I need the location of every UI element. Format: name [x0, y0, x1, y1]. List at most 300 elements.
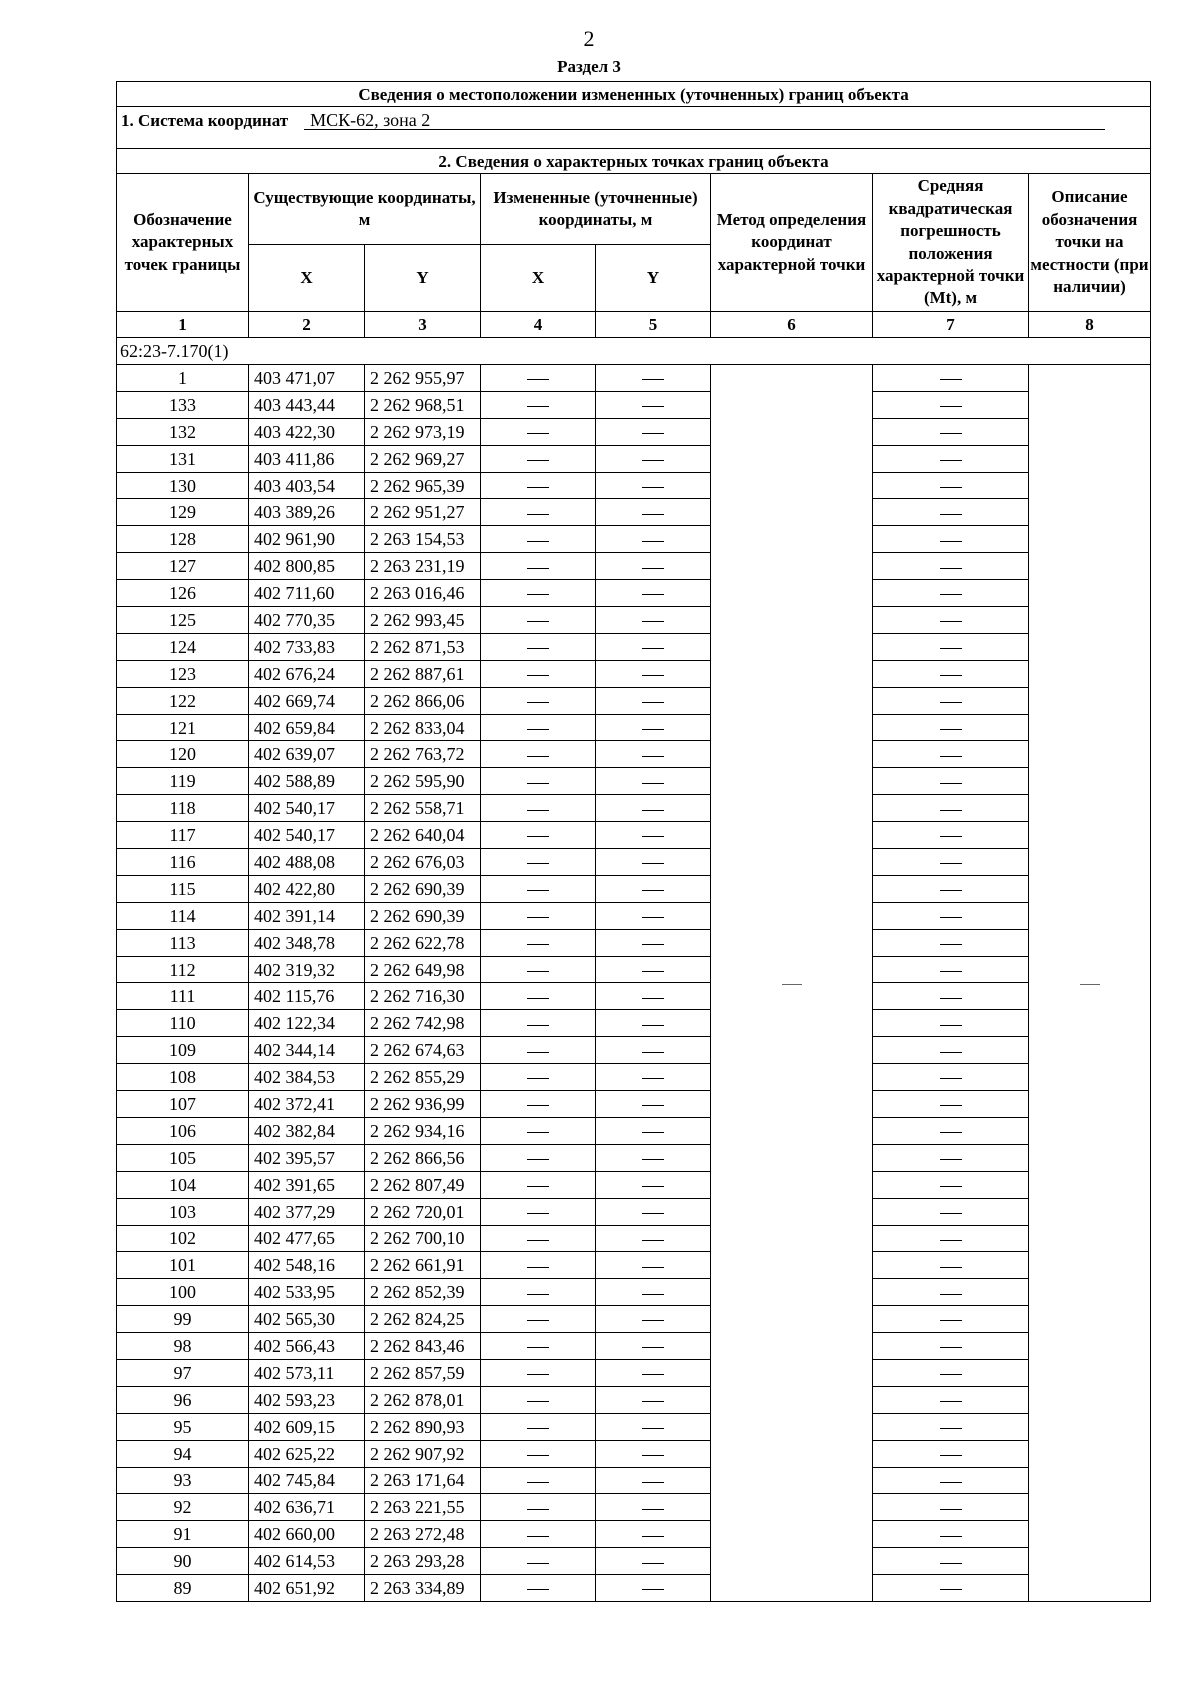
- mean-square-error: [873, 1494, 1029, 1521]
- table-title: Сведения о местоположении измененных (уточненных) границ объекта: [117, 82, 1151, 107]
- existing-x: 402 745,84: [249, 1467, 365, 1494]
- dash-mark: [642, 460, 664, 461]
- dash-mark: [642, 756, 664, 757]
- mean-square-error: [873, 633, 1029, 660]
- existing-x: 403 471,07: [249, 365, 365, 392]
- table-row: [117, 929, 1151, 956]
- method-merged-cell: [711, 365, 873, 1602]
- changed-x: [481, 1010, 596, 1037]
- table-row: [117, 526, 1151, 553]
- table-row: [117, 687, 1151, 714]
- existing-x: 402 669,74: [249, 687, 365, 714]
- column-number: 3: [365, 312, 481, 338]
- changed-y: [596, 1548, 711, 1575]
- dash-mark: [642, 783, 664, 784]
- dash-mark: [940, 1078, 962, 1079]
- dash-mark: [940, 1213, 962, 1214]
- existing-x: 402 348,78: [249, 929, 365, 956]
- mean-square-error: [873, 1091, 1029, 1118]
- existing-x: 402 770,35: [249, 607, 365, 634]
- changed-y: [596, 391, 711, 418]
- point-number: 95: [117, 1413, 249, 1440]
- table-row: [117, 553, 1151, 580]
- mean-square-error: [873, 499, 1029, 526]
- mean-square-error: [873, 1198, 1029, 1225]
- dash-mark: [940, 594, 962, 595]
- changed-y: [596, 445, 711, 472]
- dash-mark: [527, 568, 549, 569]
- point-number: 102: [117, 1225, 249, 1252]
- dash-mark: [527, 998, 549, 999]
- dash-mark: [940, 836, 962, 837]
- dash-mark: [940, 675, 962, 676]
- column-number: 7: [873, 312, 1029, 338]
- point-number: 90: [117, 1548, 249, 1575]
- point-number: 1: [117, 365, 249, 392]
- header-point-description: Описание обозначения точки на местности (при наличии): [1029, 174, 1151, 312]
- dash-mark: [642, 541, 664, 542]
- dash-mark: [940, 1401, 962, 1402]
- changed-y: [596, 956, 711, 983]
- dash-mark: [642, 1509, 664, 1510]
- column-number: 6: [711, 312, 873, 338]
- changed-x: [481, 526, 596, 553]
- table-row: [117, 1171, 1151, 1198]
- dash-mark: [527, 460, 549, 461]
- table-row: [117, 1064, 1151, 1091]
- column-number: 5: [596, 312, 711, 338]
- table-row: [117, 1010, 1151, 1037]
- changed-y: [596, 1440, 711, 1467]
- changed-x: [481, 1037, 596, 1064]
- changed-y: [596, 822, 711, 849]
- mean-square-error: [873, 902, 1029, 929]
- column-numbers-row: [117, 312, 1151, 338]
- table-row: [117, 902, 1151, 929]
- changed-x: [481, 768, 596, 795]
- existing-y: 2 262 558,71: [365, 795, 481, 822]
- existing-x: 402 115,76: [249, 983, 365, 1010]
- dash-mark: [940, 1105, 962, 1106]
- existing-y: 2 263 221,55: [365, 1494, 481, 1521]
- mean-square-error: [873, 1440, 1029, 1467]
- existing-x: 402 636,71: [249, 1494, 365, 1521]
- dash-mark: [527, 702, 549, 703]
- point-number: 99: [117, 1306, 249, 1333]
- existing-y: 2 262 690,39: [365, 902, 481, 929]
- dash-mark: [642, 1536, 664, 1537]
- existing-x: 402 377,29: [249, 1198, 365, 1225]
- dash-mark: [527, 1536, 549, 1537]
- mean-square-error: [873, 875, 1029, 902]
- changed-y: [596, 607, 711, 634]
- mean-square-error: [873, 526, 1029, 553]
- existing-x: 402 609,15: [249, 1413, 365, 1440]
- point-number: 117: [117, 822, 249, 849]
- point-number: 96: [117, 1386, 249, 1413]
- dash-mark: [527, 1428, 549, 1429]
- table-row: [117, 633, 1151, 660]
- dash-mark: [527, 1374, 549, 1375]
- dash-mark: [527, 1159, 549, 1160]
- dash-mark: [940, 998, 962, 999]
- mean-square-error: [873, 1413, 1029, 1440]
- table-row: [117, 1225, 1151, 1252]
- table-row: [117, 1198, 1151, 1225]
- mean-square-error: [873, 1064, 1029, 1091]
- existing-y: 2 262 763,72: [365, 741, 481, 768]
- changed-y: [596, 875, 711, 902]
- dash-mark: [782, 984, 802, 985]
- existing-y: 2 263 272,48: [365, 1521, 481, 1548]
- point-number: 105: [117, 1144, 249, 1171]
- mean-square-error: [873, 445, 1029, 472]
- mean-square-error: [873, 1171, 1029, 1198]
- existing-y: 2 263 293,28: [365, 1548, 481, 1575]
- dash-mark: [527, 1025, 549, 1026]
- point-number: 89: [117, 1575, 249, 1602]
- changed-x: [481, 580, 596, 607]
- point-number: 129: [117, 499, 249, 526]
- table-row: [117, 660, 1151, 687]
- existing-x: 402 540,17: [249, 822, 365, 849]
- changed-y: [596, 1359, 711, 1386]
- dash-mark: [642, 1213, 664, 1214]
- existing-y: 2 262 955,97: [365, 365, 481, 392]
- point-rows: [117, 365, 1151, 1602]
- dash-mark: [642, 1563, 664, 1564]
- dash-mark: [642, 1428, 664, 1429]
- table-row: [117, 418, 1151, 445]
- column-number: 8: [1029, 312, 1151, 338]
- changed-y: [596, 1494, 711, 1521]
- existing-x: 402 711,60: [249, 580, 365, 607]
- dash-mark: [527, 541, 549, 542]
- table-row: [117, 1521, 1151, 1548]
- changed-x: [481, 499, 596, 526]
- changed-y: [596, 1010, 711, 1037]
- existing-x: 402 961,90: [249, 526, 365, 553]
- point-number: 108: [117, 1064, 249, 1091]
- existing-x: 402 122,34: [249, 1010, 365, 1037]
- existing-y: 2 262 742,98: [365, 1010, 481, 1037]
- dash-mark: [940, 756, 962, 757]
- point-number: 94: [117, 1440, 249, 1467]
- dash-mark: [940, 1052, 962, 1053]
- table-row: [117, 1037, 1151, 1064]
- dash-mark: [940, 433, 962, 434]
- dash-mark: [527, 783, 549, 784]
- mean-square-error: [873, 795, 1029, 822]
- dash-mark: [940, 917, 962, 918]
- existing-x: 402 382,84: [249, 1117, 365, 1144]
- changed-x: [481, 1117, 596, 1144]
- changed-y: [596, 472, 711, 499]
- mean-square-error: [873, 580, 1029, 607]
- changed-y: [596, 741, 711, 768]
- changed-y: [596, 687, 711, 714]
- changed-x: [481, 1467, 596, 1494]
- existing-y: 2 262 968,51: [365, 391, 481, 418]
- changed-x: [481, 365, 596, 392]
- dash-mark: [940, 1428, 962, 1429]
- point-number: 127: [117, 553, 249, 580]
- changed-x: [481, 553, 596, 580]
- changed-x: [481, 418, 596, 445]
- dash-mark: [642, 406, 664, 407]
- changed-x: [481, 1333, 596, 1360]
- changed-y: [596, 714, 711, 741]
- mean-square-error: [873, 1117, 1029, 1144]
- point-number: 111: [117, 983, 249, 1010]
- table-row: [117, 365, 1151, 392]
- changed-y: [596, 1521, 711, 1548]
- dash-mark: [940, 541, 962, 542]
- table-row: [117, 1413, 1151, 1440]
- existing-x: 402 659,84: [249, 714, 365, 741]
- point-number: 122: [117, 687, 249, 714]
- dash-mark: [527, 890, 549, 891]
- changed-y: [596, 1091, 711, 1118]
- dash-mark: [642, 1186, 664, 1187]
- point-number: 131: [117, 445, 249, 472]
- dash-mark: [642, 1374, 664, 1375]
- dash-mark: [642, 1267, 664, 1268]
- dash-mark: [940, 1132, 962, 1133]
- changed-x: [481, 1091, 596, 1118]
- dash-mark: [940, 514, 962, 515]
- point-number: 106: [117, 1117, 249, 1144]
- dash-mark: [642, 810, 664, 811]
- point-number: 98: [117, 1333, 249, 1360]
- mean-square-error: [873, 956, 1029, 983]
- point-number: 103: [117, 1198, 249, 1225]
- dash-mark: [527, 406, 549, 407]
- changed-y: [596, 1413, 711, 1440]
- changed-x: [481, 1171, 596, 1198]
- table-row: [117, 1091, 1151, 1118]
- header-changed-x: X: [481, 245, 596, 312]
- changed-x: [481, 956, 596, 983]
- dash-mark: [940, 1589, 962, 1590]
- dash-mark: [642, 1320, 664, 1321]
- dash-mark: [940, 783, 962, 784]
- header-changed-y: Y: [596, 245, 711, 312]
- existing-y: 2 262 951,27: [365, 499, 481, 526]
- header-existing-y: Y: [365, 245, 481, 312]
- table-row: [117, 714, 1151, 741]
- dash-mark: [642, 1159, 664, 1160]
- changed-y: [596, 929, 711, 956]
- changed-x: [481, 687, 596, 714]
- changed-x: [481, 445, 596, 472]
- mean-square-error: [873, 1252, 1029, 1279]
- point-number: 109: [117, 1037, 249, 1064]
- existing-y: 2 262 890,93: [365, 1413, 481, 1440]
- header-existing-x: X: [249, 245, 365, 312]
- dash-mark: [527, 1267, 549, 1268]
- coord-system-row: [117, 107, 1151, 149]
- dash-mark: [527, 433, 549, 434]
- changed-y: [596, 526, 711, 553]
- dash-mark: [642, 568, 664, 569]
- existing-x: 402 566,43: [249, 1333, 365, 1360]
- existing-x: 402 800,85: [249, 553, 365, 580]
- column-number: 2: [249, 312, 365, 338]
- dash-mark: [940, 944, 962, 945]
- table-row: [117, 768, 1151, 795]
- table-row: [117, 795, 1151, 822]
- dash-mark: [642, 836, 664, 837]
- changed-x: [481, 822, 596, 849]
- existing-x: 402 533,95: [249, 1279, 365, 1306]
- table-row: [117, 499, 1151, 526]
- table-row: [117, 1359, 1151, 1386]
- changed-y: [596, 795, 711, 822]
- table-row: [117, 445, 1151, 472]
- existing-x: 402 639,07: [249, 741, 365, 768]
- changed-x: [481, 1064, 596, 1091]
- mean-square-error: [873, 741, 1029, 768]
- existing-y: 2 262 674,63: [365, 1037, 481, 1064]
- existing-x: 402 344,14: [249, 1037, 365, 1064]
- changed-x: [481, 1548, 596, 1575]
- dash-mark: [940, 810, 962, 811]
- mean-square-error: [873, 822, 1029, 849]
- existing-y: 2 262 969,27: [365, 445, 481, 472]
- changed-x: [481, 983, 596, 1010]
- point-number: 104: [117, 1171, 249, 1198]
- dash-mark: [940, 648, 962, 649]
- dash-mark: [940, 1186, 962, 1187]
- table-row: [117, 1575, 1151, 1602]
- dash-mark: [642, 621, 664, 622]
- point-number: 93: [117, 1467, 249, 1494]
- dash-mark: [527, 487, 549, 488]
- dash-mark: [940, 1267, 962, 1268]
- header-method: Метод определения координат характерной точки: [711, 174, 873, 312]
- existing-x: 402 372,41: [249, 1091, 365, 1118]
- existing-y: 2 262 871,53: [365, 633, 481, 660]
- changed-y: [596, 1198, 711, 1225]
- existing-y: 2 262 720,01: [365, 1198, 481, 1225]
- dash-mark: [527, 971, 549, 972]
- table-row: [117, 983, 1151, 1010]
- section-title: Раздел 3: [557, 57, 621, 76]
- changed-x: [481, 849, 596, 876]
- mean-square-error: [873, 1225, 1029, 1252]
- mean-square-error: [873, 1521, 1029, 1548]
- mean-square-error: [873, 1359, 1029, 1386]
- changed-x: [481, 1413, 596, 1440]
- dash-mark: [642, 971, 664, 972]
- changed-x: [481, 391, 596, 418]
- dash-mark: [527, 379, 549, 380]
- existing-y: 2 263 016,46: [365, 580, 481, 607]
- changed-y: [596, 365, 711, 392]
- existing-x: 402 422,80: [249, 875, 365, 902]
- existing-y: 2 262 907,92: [365, 1440, 481, 1467]
- point-number: 100: [117, 1279, 249, 1306]
- table-row: [117, 1252, 1151, 1279]
- changed-y: [596, 1064, 711, 1091]
- table-row: [117, 741, 1151, 768]
- existing-y: 2 262 857,59: [365, 1359, 481, 1386]
- existing-x: 402 651,92: [249, 1575, 365, 1602]
- dash-mark: [642, 1105, 664, 1106]
- existing-y: 2 263 334,89: [365, 1575, 481, 1602]
- dash-mark: [527, 836, 549, 837]
- changed-x: [481, 607, 596, 634]
- dash-mark: [527, 594, 549, 595]
- table-row: [117, 607, 1151, 634]
- dash-mark: [527, 1347, 549, 1348]
- existing-x: 402 319,32: [249, 956, 365, 983]
- dash-mark: [527, 1240, 549, 1241]
- dash-mark: [940, 1294, 962, 1295]
- mean-square-error: [873, 1386, 1029, 1413]
- changed-y: [596, 1306, 711, 1333]
- dash-mark: [642, 675, 664, 676]
- dash-mark: [527, 1563, 549, 1564]
- existing-x: 402 391,14: [249, 902, 365, 929]
- point-number: 124: [117, 633, 249, 660]
- point-number: 91: [117, 1521, 249, 1548]
- changed-y: [596, 768, 711, 795]
- existing-y: 2 262 855,29: [365, 1064, 481, 1091]
- point-number: 130: [117, 472, 249, 499]
- header-changed-coords: Измененные (уточненные) координаты, м: [481, 174, 711, 245]
- existing-x: 402 548,16: [249, 1252, 365, 1279]
- point-number: 114: [117, 902, 249, 929]
- existing-y: 2 262 973,19: [365, 418, 481, 445]
- dash-mark: [642, 1078, 664, 1079]
- table-row: [117, 1306, 1151, 1333]
- table-row: [117, 1386, 1151, 1413]
- changed-y: [596, 1386, 711, 1413]
- point-number: 118: [117, 795, 249, 822]
- dash-mark: [940, 729, 962, 730]
- dash-mark: [940, 1536, 962, 1537]
- point-number: 113: [117, 929, 249, 956]
- existing-y: 2 262 866,56: [365, 1144, 481, 1171]
- changed-x: [481, 1440, 596, 1467]
- existing-y: 2 262 965,39: [365, 472, 481, 499]
- point-number: 112: [117, 956, 249, 983]
- existing-y: 2 263 231,19: [365, 553, 481, 580]
- mean-square-error: [873, 1575, 1029, 1602]
- existing-x: 402 540,17: [249, 795, 365, 822]
- changed-x: [481, 1198, 596, 1225]
- dash-mark: [642, 487, 664, 488]
- mean-square-error: [873, 1010, 1029, 1037]
- dash-mark: [642, 1025, 664, 1026]
- existing-x: 402 488,08: [249, 849, 365, 876]
- point-number: 92: [117, 1494, 249, 1521]
- table-row: [117, 1548, 1151, 1575]
- table-row: [117, 1467, 1151, 1494]
- existing-x: 403 403,54: [249, 472, 365, 499]
- changed-x: [481, 1252, 596, 1279]
- dash-mark: [940, 863, 962, 864]
- dash-mark: [527, 621, 549, 622]
- existing-x: 402 477,65: [249, 1225, 365, 1252]
- dash-mark: [527, 917, 549, 918]
- point-number: 116: [117, 849, 249, 876]
- changed-x: [481, 1279, 596, 1306]
- existing-x: 402 733,83: [249, 633, 365, 660]
- mean-square-error: [873, 714, 1029, 741]
